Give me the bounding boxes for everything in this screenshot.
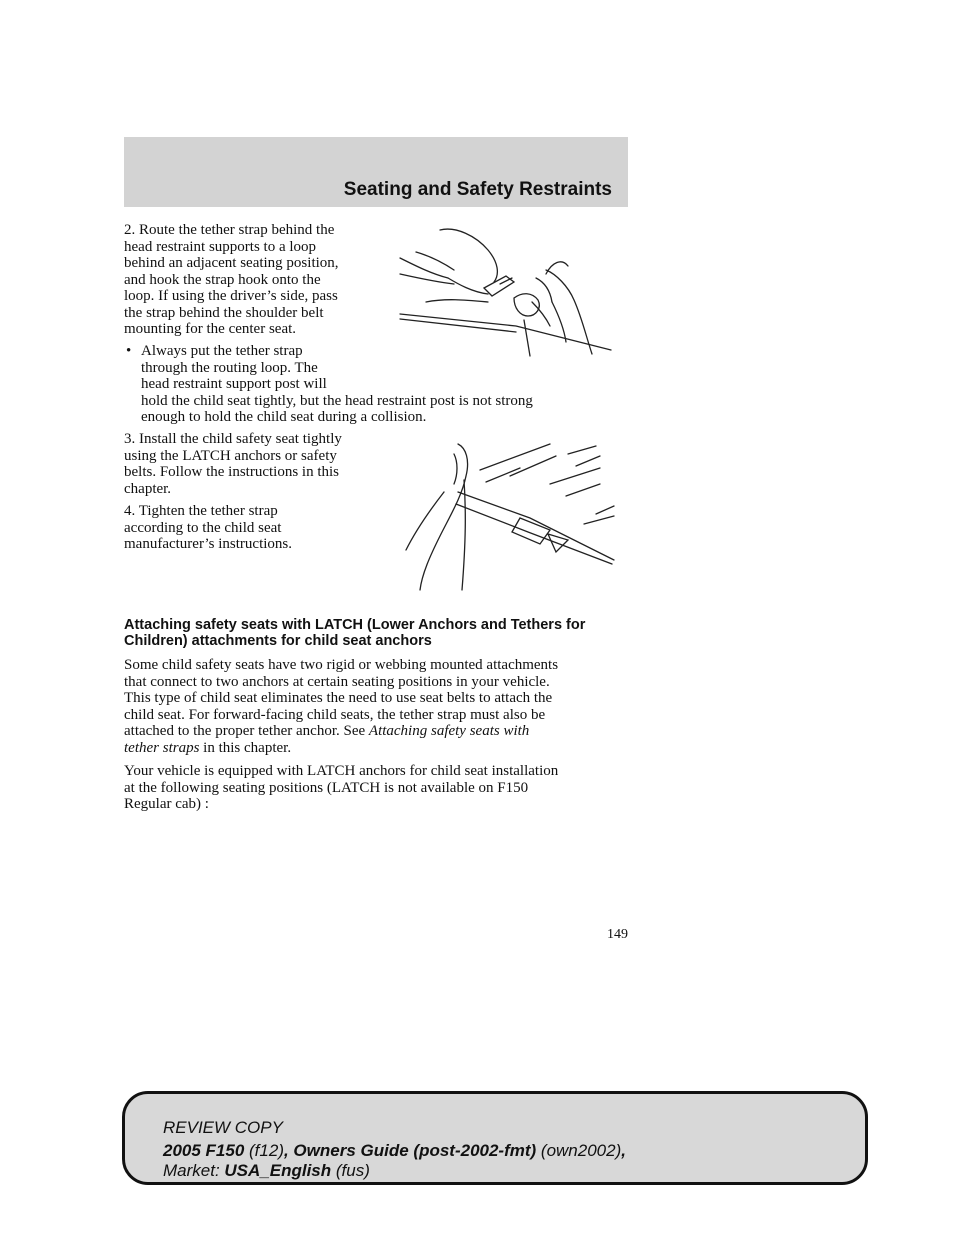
guide-code: (own2002)	[536, 1141, 622, 1160]
separator: ,	[621, 1141, 626, 1160]
text-line: manufacturer’s instructions.	[124, 536, 293, 552]
step-2-text	[124, 222, 382, 338]
latch-paragraph-1	[124, 657, 630, 756]
text-line: Your vehicle is equipped with LATCH anchors for child seat installation	[124, 763, 559, 779]
text-line: hold the child seat tightly, but the head restraint post is not strong	[141, 392, 533, 409]
tether-hook-illustration	[396, 222, 618, 362]
footer-market-line	[163, 1161, 370, 1181]
text-line: 4. Tighten the tether strap	[124, 503, 278, 519]
text-line: at the following seating positions (LATCH is not available on F150	[124, 779, 529, 796]
review-copy-label: REVIEW COPY	[163, 1118, 283, 1137]
text-line: through the routing loop. The	[141, 359, 318, 376]
text-line: chapter.	[124, 480, 172, 497]
latch-subheading	[124, 617, 634, 649]
text-line: Some child safety seats have two rigid or webbing mounted attachments	[124, 657, 559, 673]
text-line: using the LATCH anchors or safety	[124, 447, 337, 464]
text-line: loop. If using the driver’s side, pass	[124, 288, 338, 304]
text-line	[124, 740, 630, 757]
text-run: in this chapter.	[199, 739, 292, 756]
text-line: Always put the tether strap	[141, 343, 303, 359]
section-title: Seating and Safety Restraints	[343, 179, 612, 200]
bullet-symbol: •	[126, 343, 132, 359]
text-line: behind an adjacent seating position,	[124, 255, 339, 271]
section-header-band	[124, 137, 628, 207]
step-3-text	[124, 431, 382, 497]
step-4-text	[124, 503, 382, 553]
text-line: head restraint supports to a loop	[124, 238, 317, 255]
text-line: 2. Route the tether strap behind the	[124, 222, 335, 238]
text-line: belts. Follow the instructions in this	[124, 464, 340, 480]
text-line: 3. Install the child safety seat tightly	[124, 431, 342, 447]
page-number: 149	[607, 927, 628, 942]
latch-paragraph-2	[124, 763, 630, 813]
text-line: head restraint support post will	[141, 376, 327, 392]
guide-name: , Owners Guide (post-2002-fmt)	[283, 1141, 537, 1160]
text-run: attached to the proper tether anchor. See	[124, 723, 369, 739]
review-copy-footer	[122, 1091, 868, 1185]
heading-line: Children) attachments for child seat anchors	[124, 633, 432, 649]
cross-reference-link: Attaching safety seats with	[368, 723, 530, 739]
footer-model-line	[163, 1141, 626, 1161]
model-code: (f12)	[244, 1141, 284, 1160]
text-line: mounting for the center seat.	[124, 321, 297, 337]
text-line	[124, 723, 630, 740]
market-name: USA_English	[224, 1161, 332, 1180]
text-line: enough to hold the child seat during a collision.	[141, 409, 427, 425]
text-line: Regular cab) :	[124, 796, 209, 812]
cross-reference-link: tether straps	[124, 739, 200, 756]
text-line: according to the child seat	[124, 519, 282, 536]
heading-line: Attaching safety seats with LATCH (Lower Anchors and Tethers for	[124, 617, 586, 633]
market-label: Market:	[163, 1161, 225, 1180]
model-name: 2005 F150	[163, 1141, 245, 1160]
text-line: and hook the strap hook onto the	[124, 271, 321, 288]
text-line: This type of child seat eliminates the need to use seat belts to attach the	[124, 690, 553, 706]
market-code: (fus)	[331, 1161, 370, 1180]
text-line: the strap behind the shoulder belt	[124, 304, 324, 321]
text-line: that connect to two anchors at certain seating positions in your vehicle.	[124, 673, 550, 690]
text-line: child seat. For forward-facing child seats, the tether strap must also be	[124, 706, 546, 723]
tether-strap-seat-illustration	[400, 440, 618, 595]
